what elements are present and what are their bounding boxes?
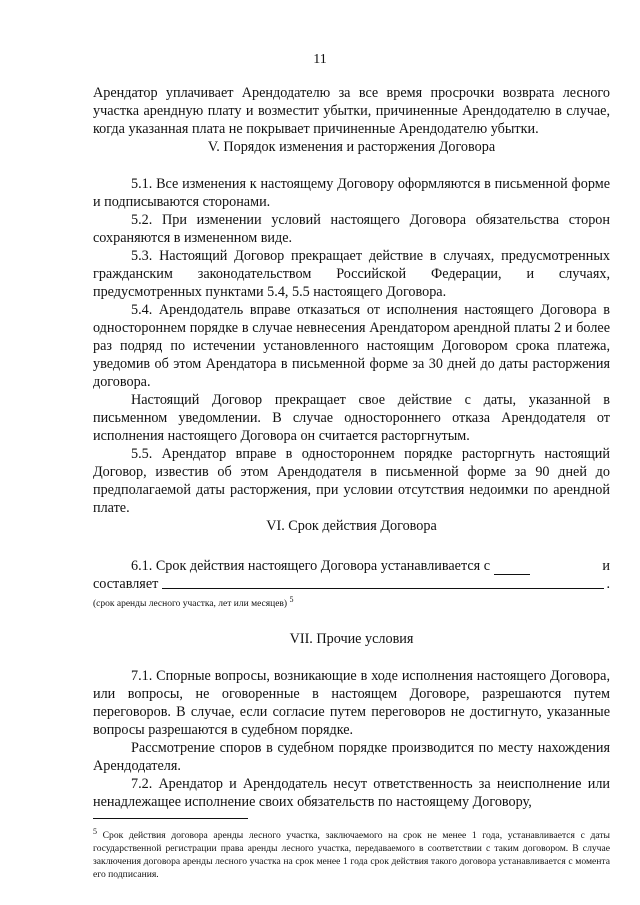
paragraph-5-2: 5.2. При изменении условий настоящего Договора обязательства сторон сохраняются в измененном виде. xyxy=(93,212,610,246)
paragraph-5-3: 5.3. Настоящий Договор прекращает действие в случаях, предусмотренных гражданским законодательством Российской Федерации, и случаях, предусмотренных пунктами 5.4, 5.5 настоящего Договора. xyxy=(93,248,610,300)
spacer xyxy=(93,535,610,556)
paragraph-6-1-line1 xyxy=(93,556,610,575)
section-5-heading: V. Порядок изменения и расторжения Договора xyxy=(207,139,496,155)
term-caption xyxy=(93,593,610,611)
paragraph-6-1-line2 xyxy=(93,575,610,593)
footnote-text: Срок действия договора аренды лесного участка, заключаемого на срок не менее 1 года, устанавливается с даты государственной регистрации права аренды лесного участка, передаваемого в соответствии с таким договором. В случае заключения договора аренды лесного участка на срок менее 1 года срок действия такого договора устанавливается с момента его подписания. xyxy=(93,830,610,881)
document-body xyxy=(93,84,610,811)
footnote-mark: 5 xyxy=(93,827,97,836)
conjunction-and: и xyxy=(602,558,610,574)
section-6-heading: VI. Срок действия Договора xyxy=(266,518,437,534)
paragraph-arrears: Арендатор уплачивает Арендодателю за все время просрочки возврата лесного участка арендную плату и возместит убытки, причиненные Арендодателю в случае, когда указанная плата не покрывает причиненные Арендодателю убытки. xyxy=(93,85,610,137)
footnote xyxy=(93,825,610,881)
spacer xyxy=(93,611,610,630)
section-7-heading: VII. Прочие условия xyxy=(289,631,414,648)
page-number: 11 xyxy=(313,52,327,67)
paragraph-7-1-cont: Рассмотрение споров в судебном порядке производится по месту нахождения Арендодателя. xyxy=(93,740,610,775)
term-caption-text: (срок аренды лесного участка, лет или месяцев) xyxy=(93,599,288,610)
paragraph-5-5: 5.5. Арендатор вправе в одностороннем порядке расторгнуть настоящий Договор, известив об этом Арендодателя в письменной форме за 90 дней до предполагаемой даты расторжения, при условии отсутствия недоимки по арендной плате. xyxy=(93,446,610,516)
footnote-divider xyxy=(93,818,248,819)
term-amounts-text: составляет xyxy=(93,576,159,592)
line-end-period: . xyxy=(606,576,610,592)
start-date-blank xyxy=(494,556,530,575)
paragraph-5-1: 5.1. Все изменения к настоящему Договору оформляются в письменной форме и подписываются сторонами. xyxy=(93,176,610,210)
paragraph-5-4: 5.4. Арендодатель вправе отказаться от исполнения настоящего Договора в одностороннем порядке в случае невнесения Арендатором арендной платы 2 и более раз подряд по истечении установленного настоящим Договором срока платежа, уведомив об этом Арендатора в письменной форме за 30 дней до даты расторжения договора. xyxy=(93,302,610,390)
term-start-text: 6.1. Срок действия настоящего Договора устанавливается с xyxy=(131,558,491,574)
spacer xyxy=(93,648,610,667)
paragraph-7-1: 7.1. Спорные вопросы, возникающие в ходе исполнения настоящего Договора, или вопросы, не оговоренные в настоящем Договоре, разрешаются путем переговоров. В случае, если согласие путем переговоров не достигнуто, указанные вопросы разрешаются в судебном порядке. xyxy=(93,668,610,739)
term-duration-blank xyxy=(162,587,604,589)
paragraph-5-4-cont: Настоящий Договор прекращает свое действие с даты, указанной в письменном уведомлении. В случае одностороннего отказа Арендодателя от исполнения настоящего Договора он считается расторгнутым. xyxy=(93,392,610,444)
spacer xyxy=(93,156,610,175)
footnote-ref: 5 xyxy=(289,595,294,604)
paragraph-7-2: 7.2. Арендатор и Арендодатель несут ответственность за неисполнение или ненадлежащее исполнение своих обязательств по настоящему Договору, xyxy=(93,776,610,811)
